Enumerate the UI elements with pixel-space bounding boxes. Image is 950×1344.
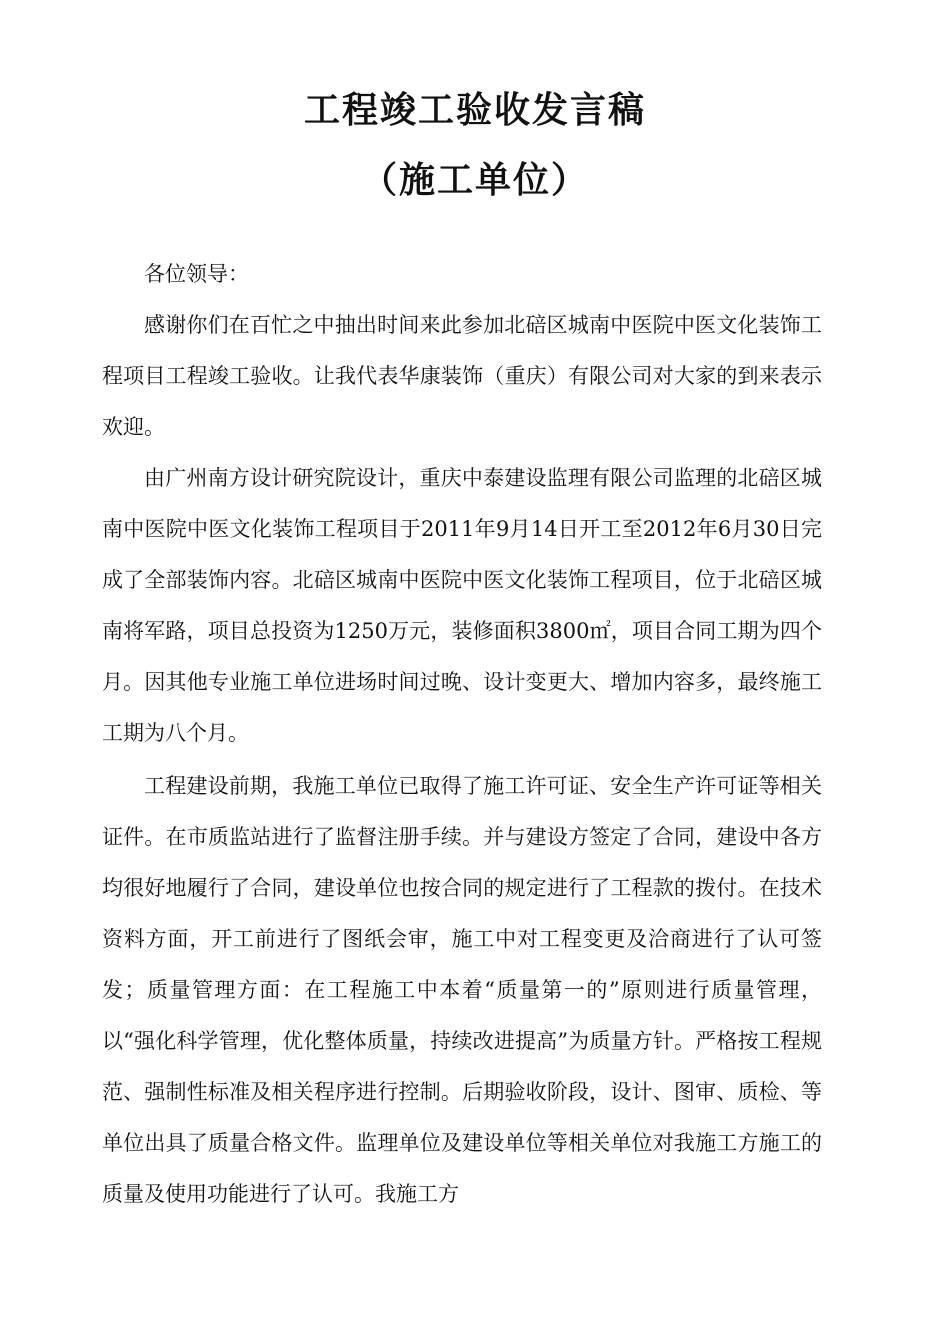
paragraph-project-overview: 由广州南方设计研究院设计，重庆中泰建设监理有限公司监理的北碚区城南中医院中医文化装饰工程项目于2011年9月14日开工至2012年6月30日完成了全部装饰内容。北碚区城南中医院中医文化装饰工程项目，位于北碚区城南将军路，项目总投资为1250万元，装修面积3800㎡，项目合同工期为四个月。因其他专业施工单位进场时间过晚、设计变更大、增加内容多，最终施工工期为八个月。	[102, 466, 822, 745]
salutation: 各位领导：	[144, 262, 249, 286]
paragraph-construction-process: 工程建设前期，我施工单位已取得了施工许可证、安全生产许可证等相关证件。在市质监站进行了监督注册手续。并与建设方签定了合同，建设中各方均很好地履行了合同，建设单位也按合同的规定进行了工程款的拨付。在技术资料方面，开工前进行了图纸会审，施工中对工程变更及洽商进行了认可签发；质量管理方面：在工程施工中本着“质量第一的”原则进行质量管理，以“强化科学管理，优化整体质量，持续改进提高”为质量方针。严格按工程规范、强制性标准及相关程序进行控制。后期验收阶段，设计、图审、质检、等单位出具了质量合格文件。监理单位及建设单位等相关单位对我施工方施工的质量及使用功能进行了认可。我施工方	[102, 774, 822, 1206]
document-title: 工程竣工验收发言稿	[303, 89, 646, 131]
document-subtitle: （施工单位）	[360, 159, 589, 201]
document-body	[102, 249, 822, 1220]
paragraph-welcome: 感谢你们在百忙之中抽出时间来此参加北碚区城南中医院中医文化装饰工程项目工程竣工验收。让我代表华康装饰（重庆）有限公司对大家的到来表示欢迎。	[102, 313, 822, 439]
